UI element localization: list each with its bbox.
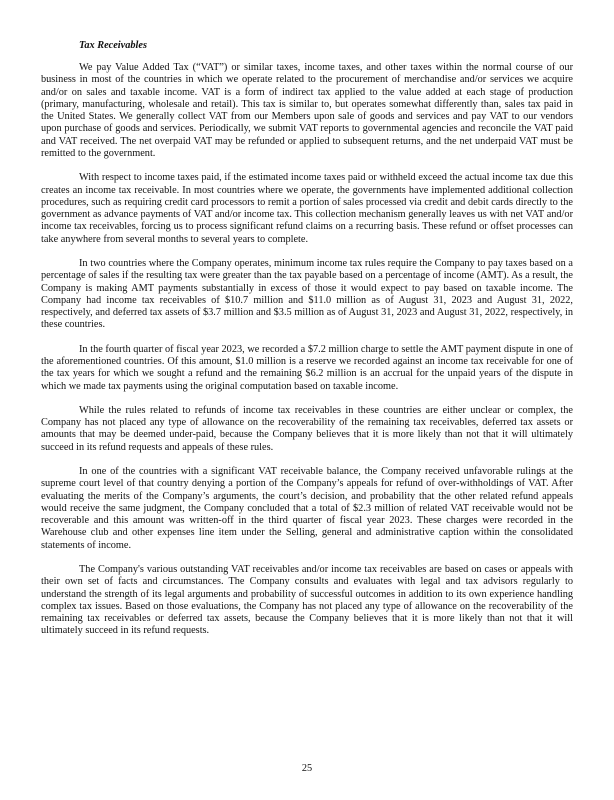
paragraph: In two countries where the Company operates, minimum income tax rules require the Company to pay taxes based on a percentage of sales if the resulting tax were greater than the tax payable based on a percentage of income (AMT). As a result, the Company is making AMT payments substantially in excess of those it would expect to pay based on taxable income. The Company had income tax receivables of $10.7 million and $11.0 million as of August 31, 2023 and August 31, 2022, respectively, and deferred tax assets of $3.7 million and $3.5 million as of August 31, 2023 and August 31, 2022, respectively, in these countries. — [41, 258, 573, 331]
paragraph: In one of the countries with a significant VAT receivable balance, the Company received unfavorable rulings at the supreme court level of that country denying a portion of the Company’s appeals for refund of over-withholdings of VAT. After evaluating the merits of the Company’s arguments, the court’s decision, and probability that the other related refund appeals would receive the same judgment, the Company concluded that a total of $2.3 million of related VAT receivable would not be recoverable and this amount was written-off in the third quarter of fiscal year 2023. These charges were recorded in the Warehouse club and other expenses line item under the Selling, general and administrative caption within the consolidated statements of income. — [41, 466, 573, 551]
paragraph: We pay Value Added Tax (“VAT”) or similar taxes, income taxes, and other taxes within the normal course of our business in most of the countries in which we operate related to the procurement of merchandise and/or services we acquire and/or on sales and taxable income. VAT is a form of indirect tax applied to the value added at each stage of production (primary, manufacturing, wholesale and retail). This tax is similar to, but operates somewhat differently than, sales tax paid in the United States. We generally collect VAT from our Members upon sale of goods and services and pay VAT to our vendors upon purchase of goods and services. Periodically, we submit VAT reports to governmental agencies and reconcile the VAT paid and VAT received. The net overpaid VAT may be refunded or applied to subsequent returns, and the net underpaid VAT must be remitted to the government. — [41, 62, 573, 159]
document-page — [41, 40, 573, 650]
paragraph: In the fourth quarter of fiscal year 2023, we recorded a $7.2 million charge to settle the AMT payment dispute in one of the aforementioned countries. Of this amount, $1.0 million is a reserve we recorded against an income tax receivable for one of the tax years for which we sought a refund and the remaining $6.2 million is an accrual for the unpaid years of the dispute in which we made tax payments using the original computation based on taxable income. — [41, 343, 573, 392]
paragraph: The Company's various outstanding VAT receivables and/or income tax receivables are based on cases or appeals with their own set of facts and circumstances. The Company consults and evaluates with legal and tax advisors regularly to understand the strength of its legal arguments and probability of successful outcomes in addition to its own experience handling complex tax issues. Based on those evaluations, the Company has not placed any type of allowance on the recoverability of the remaining tax receivables or deferred tax assets, because the Company believes that it is more likely than not that it will ultimately succeed in its refund requests. — [41, 564, 573, 637]
section-title: Tax Receivables — [79, 40, 147, 51]
page-number: 25 — [301, 763, 313, 774]
paragraph: With respect to income taxes paid, if the estimated income taxes paid or withheld exceed the actual income tax due this creates an income tax receivable. In most countries where we operate, the governments have implemented additional collection procedures, such as requiring credit card processors to remit a portion of sales processed via credit and debit cards directly to the government as advance payments of VAT and/or income tax. This collection mechanism generally leaves us with net VAT and/or income tax receivables, forcing us to process significant refund claims on a recurring basis. These refund or offset processes can take anywhere from several months to several years to complete. — [41, 172, 573, 245]
paragraph: While the rules related to refunds of income tax receivables in these countries are either unclear or complex, the Company has not placed any type of allowance on the recoverability of the remaining tax receivables, deferred tax assets or amounts that may be deemed under-paid, because the Company believes that it is more likely than not that it will ultimately succeed in its refund requests and appeals of these rules. — [41, 404, 573, 453]
